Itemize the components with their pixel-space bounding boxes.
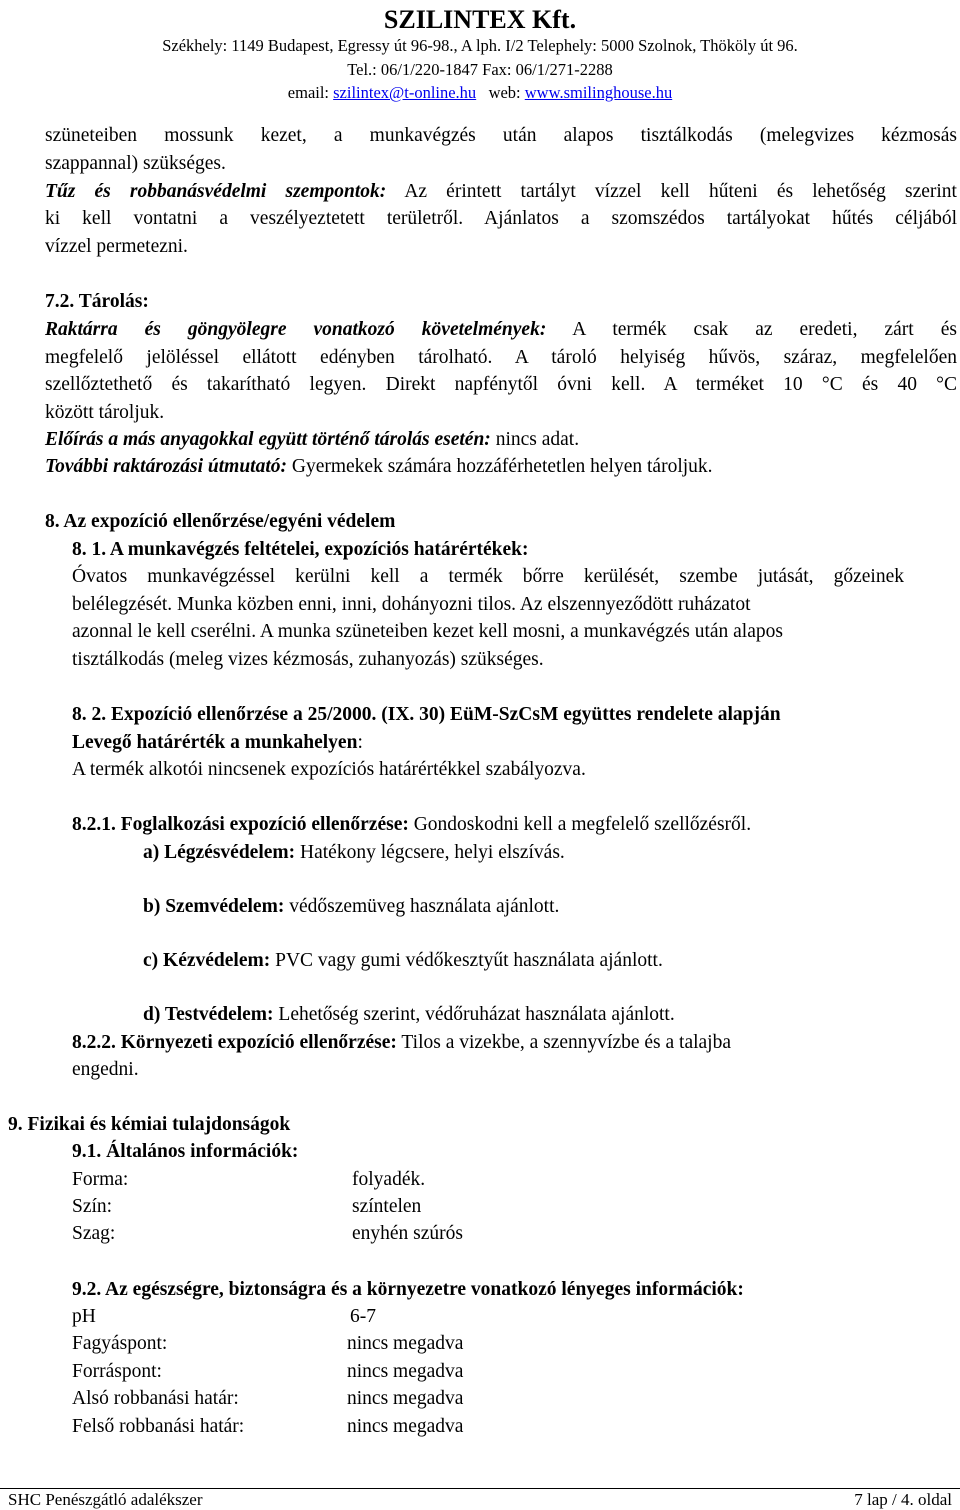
- storage-further-line: [45, 457, 713, 477]
- prop-value: 6-7: [350, 1306, 376, 1327]
- prop-value: nincs megadva: [347, 1388, 464, 1409]
- web-link[interactable]: www.smilinghouse.hu: [524, 83, 673, 102]
- storage-other-line: [45, 430, 579, 450]
- company-phone: Tel.: 06/1/220-1847 Fax: 06/1/271-2288: [347, 60, 613, 79]
- prop-key: pH: [72, 1306, 96, 1327]
- storage-other-label: Előírás a más anyagokkal együtt történő tárolás esetén:: [45, 429, 491, 450]
- prop-key: Szag:: [72, 1223, 116, 1244]
- eye-label: b) Szemvédelem:: [143, 896, 285, 917]
- section-8-2-2-text2: engedni.: [72, 1059, 139, 1080]
- eye-protection: [143, 897, 559, 917]
- page-footer: [0, 1488, 960, 1509]
- air-limit-colon: :: [357, 732, 363, 753]
- prop-value: enyhén szúrós: [352, 1223, 464, 1244]
- fire-text: Az érintett tartályt vízzel kell hűteni és lehetőség szerint: [404, 181, 957, 202]
- storage-req-line: szellőztethető és takarítható legyen. Direkt napfénytől óvni kell. A terméket 10 °C és 40 °C: [45, 374, 957, 395]
- section-8-2-2-text: Tilos a vizekbe, a szennyvízbe és a talajba: [401, 1032, 732, 1053]
- footer-product-name: SHC Penészgátló adalékszer: [8, 1490, 203, 1509]
- prop-value: nincs megadva: [347, 1333, 464, 1354]
- section-8-2-title: 8. 2. Expozíció ellenőrzése a 25/2000. (IX. 30) EüM-SzCsM együttes rendelete alapján: [72, 704, 781, 725]
- company-name: SZILINTEX Kft.: [383, 5, 577, 34]
- section-8-1-line: belélegzését. Munka közben enni, inni, dohányozni tilos. Az elszennyeződött ruházatot: [72, 594, 751, 615]
- respiratory-text: Hatékony légcsere, helyi elszívás.: [300, 842, 565, 863]
- storage-other-text: nincs adat.: [495, 429, 580, 450]
- prop-key: Szín:: [72, 1196, 113, 1217]
- storage-req-line: [45, 320, 957, 340]
- storage-req-text: A termék csak az eredeti, zárt és: [572, 319, 957, 340]
- prop-key: Forráspont:: [72, 1361, 162, 1382]
- eye-text: védőszemüveg használata ajánlott.: [289, 896, 560, 917]
- respiratory-protection: [143, 843, 565, 863]
- hand-protection: [143, 951, 663, 971]
- intro-line: szüneteiben mossunk kezet, a munkavégzés után alapos tisztálkodás (melegvizes kézmosás: [45, 125, 957, 146]
- section-8-1-title: 8. 1. A munkavégzés feltételei, expozíciós határértékek:: [72, 539, 529, 560]
- storage-req-line: között tároljuk.: [45, 402, 165, 423]
- email-link[interactable]: szilintex@t-online.hu: [333, 83, 477, 102]
- section-7-2-title: 7.2. Tárolás:: [45, 291, 149, 312]
- section-9-title: 9. Fizikai és kémiai tulajdonságok: [8, 1114, 291, 1135]
- section-9-1-title: 9.1. Általános információk:: [72, 1141, 299, 1162]
- storage-further-text: Gyermekek számára hozzáférhetetlen helyen tároljuk.: [291, 456, 713, 477]
- section-8-1-line: tisztálkodás (meleg vizes kézmosás, zuhanyozás) szükséges.: [72, 649, 544, 670]
- company-contact: [0, 83, 960, 103]
- hand-text: PVC vagy gumi védőkesztyűt használata ajánlott.: [275, 950, 663, 971]
- section-8-2-2-line: [72, 1033, 731, 1053]
- prop-key: Forma:: [72, 1169, 129, 1190]
- email-label: email:: [287, 83, 330, 102]
- respiratory-label: a) Légzésvédelem:: [143, 842, 296, 863]
- storage-req-label: Raktárra és göngyölegre vonatkozó követelmények:: [45, 319, 547, 340]
- prop-value: nincs megadva: [347, 1361, 464, 1382]
- storage-further-label: További raktározási útmutató:: [45, 456, 287, 477]
- footer-divider: [0, 1488, 960, 1489]
- web-label: web:: [488, 83, 521, 102]
- fire-paragraph-line: [45, 182, 957, 202]
- prop-key: Fagyáspont:: [72, 1333, 168, 1354]
- prop-value: folyadék.: [352, 1169, 426, 1190]
- prop-value: nincs megadva: [347, 1416, 464, 1437]
- prop-key: Alsó robbanási határ:: [72, 1388, 239, 1409]
- footer-page-number: 7 lap / 4. oldal: [854, 1490, 952, 1509]
- intro-line: szappannal) szükséges.: [45, 153, 226, 174]
- prop-value: színtelen: [352, 1196, 422, 1217]
- prop-key: Felső robbanási határ:: [72, 1416, 245, 1437]
- section-8-2-1-text: Gondoskodni kell a megfelelő szellőzésről.: [413, 814, 752, 835]
- storage-req-line: megfelelő jelöléssel ellátott edényben tárolható. A tároló helyiség hűvös, száraz, megfelelően: [45, 347, 957, 368]
- section-9-2-title: 9.2. Az egészségre, biztonságra és a környezetre vonatkozó lényeges információk:: [72, 1279, 744, 1300]
- hand-label: c) Kézvédelem:: [143, 950, 271, 971]
- section-8-2-1-line: [72, 815, 751, 835]
- section-8-2-1-label: 8.2.1. Foglalkozási expozíció ellenőrzése:: [72, 814, 409, 835]
- fire-label: Tűz és robbanásvédelmi szempontok:: [45, 181, 387, 202]
- body-text: Lehetőség szerint, védőruházat használata ajánlott.: [278, 1004, 675, 1025]
- body-protection: [143, 1005, 675, 1025]
- section-8-title: 8. Az expozíció ellenőrzése/egyéni védelem: [45, 511, 396, 532]
- air-limit-heading: [72, 733, 363, 753]
- section-8-1-line: azonnal le kell cserélni. A munka szüneteiben kezet kell mosni, a munkavégzés után alapos: [72, 621, 783, 642]
- fire-paragraph-line: ki kell vontatni a veszélyeztetett területről. Ajánlatos a szomszédos tartályokat hűtés céljából: [45, 208, 957, 229]
- body-label: d) Testvédelem:: [143, 1004, 274, 1025]
- fire-paragraph-line: vízzel permetezni.: [45, 236, 188, 257]
- air-limit-label: Levegő határérték a munkahelyen: [72, 732, 358, 753]
- section-8-1-line: Óvatos munkavégzéssel kerülni kell a termék bőrre kerülését, szembe jutását, gőzeinek: [72, 566, 904, 587]
- company-address: Székhely: 1149 Budapest, Egressy út 96-98., A lph. I/2 Telephely: 5000 Szolnok, Thököly út 96.: [162, 36, 798, 55]
- section-8-2-2-label: 8.2.2. Környezeti expozíció ellenőrzése:: [72, 1032, 397, 1053]
- air-limit-text: A termék alkotói nincsenek expozíciós határértékkel szabályozva.: [72, 759, 586, 780]
